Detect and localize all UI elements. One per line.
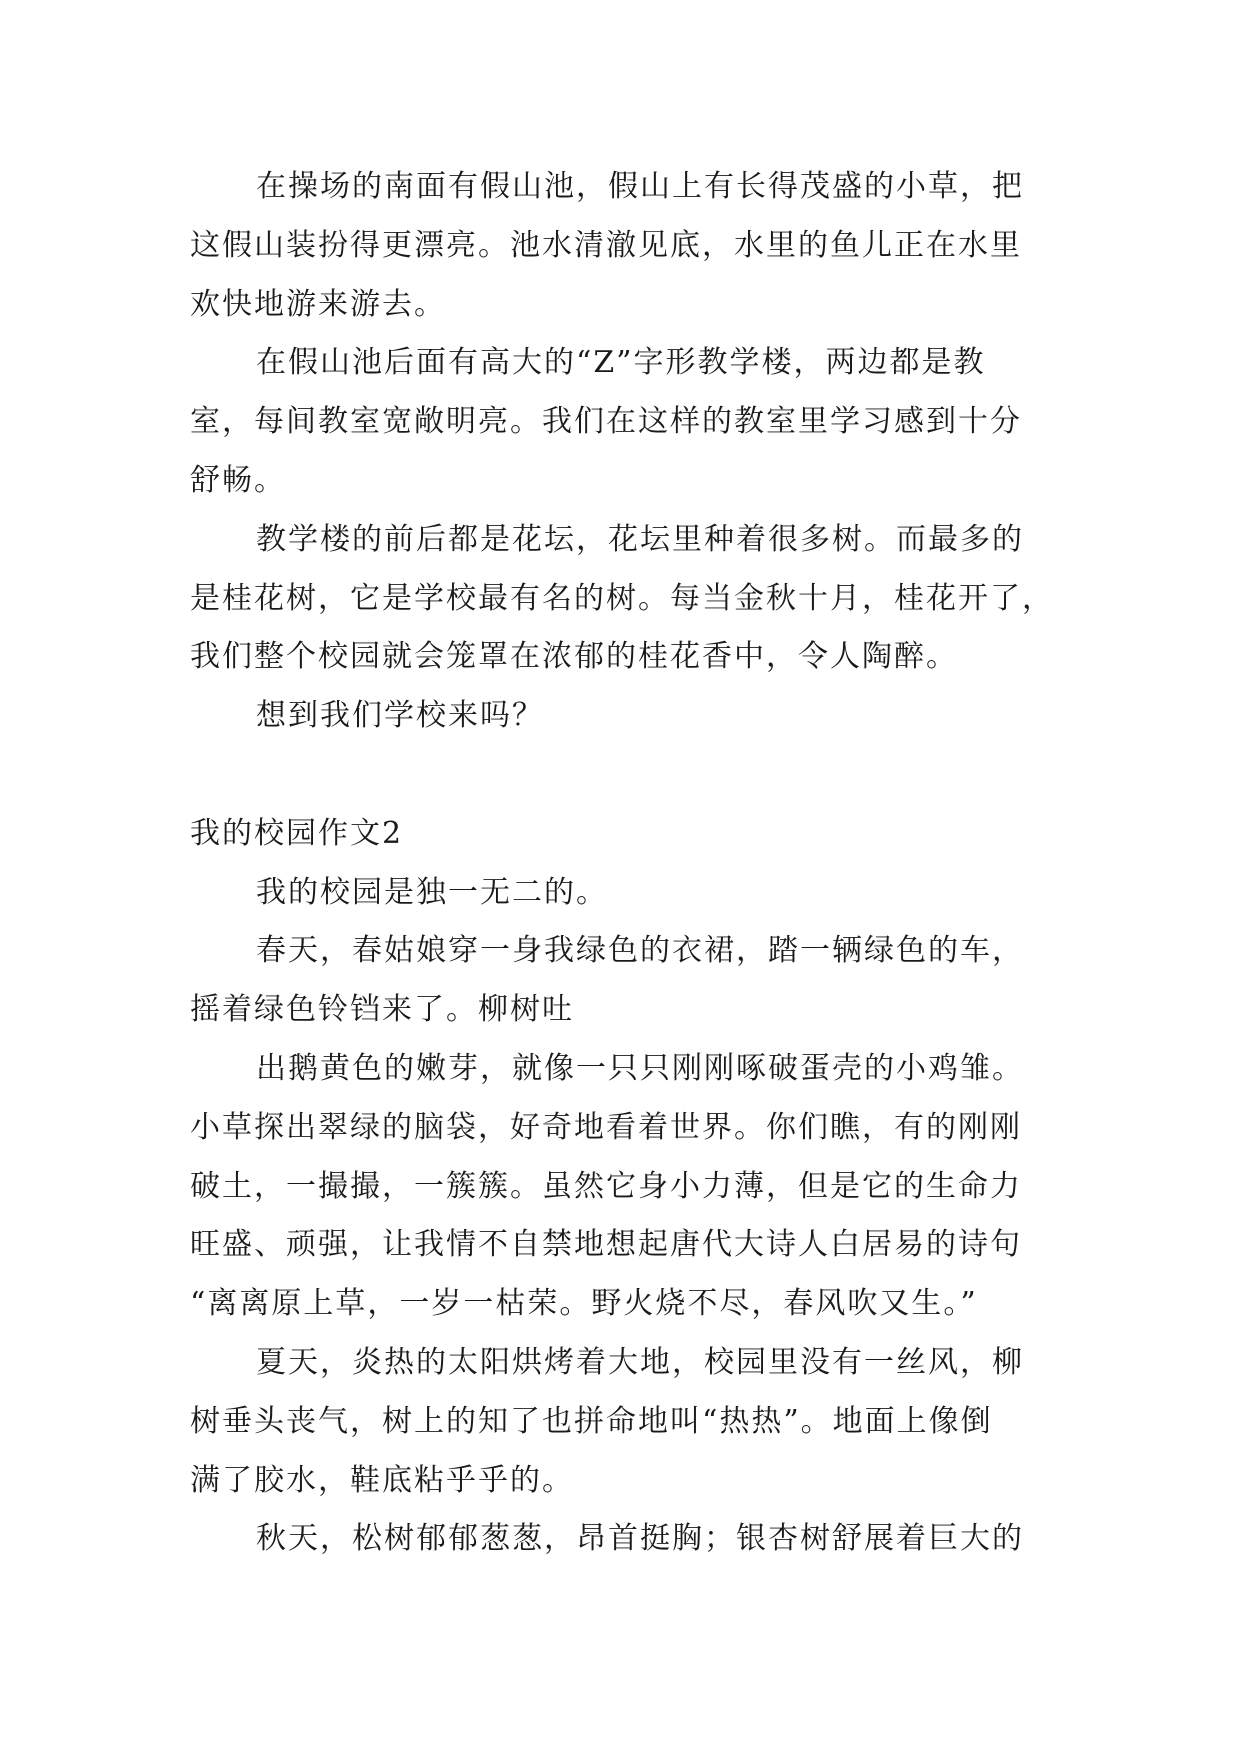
text-line: 摇着绿色铃铛来了。柳树吐	[190, 992, 574, 1028]
text-line: 树垂头丧气，树上的知了也拼命地叫“热热”。地面上像倒	[190, 1403, 993, 1439]
document-body	[190, 158, 1058, 1569]
text-line: 出鹅黄色的嫩芽，就像一只只刚刚啄破蛋壳的小鸡雏。	[256, 1050, 1024, 1086]
text-line: 想到我们学校来吗？	[256, 698, 544, 734]
text-line: 我的校园是独一无二的。	[256, 874, 608, 910]
section-title: 我的校园作文2	[190, 815, 404, 851]
text-line: 在操场的南面有假山池，假山上有长得茂盛的小草，把	[256, 169, 1024, 204]
text-line: “离离原上草，一岁一枯荣。野火烧不尽，春风吹又生。”	[190, 1286, 978, 1322]
text-line: 春天，春姑娘穿一身我绿色的衣裙，踏一辆绿色的车，	[256, 933, 1024, 969]
text-line: 室，每间教室宽敞明亮。我们在这样的教室里学习感到十分	[190, 404, 1022, 440]
section-gap	[190, 746, 1058, 805]
text-line: 欢快地游来游去。	[190, 286, 446, 322]
text-line: 我们整个校园就会笼罩在浓郁的桂花香中，令人陶醉。	[190, 639, 958, 675]
text-line: 这假山装扮得更漂亮。池水清澈见底，水里的鱼儿正在水里	[190, 227, 1022, 263]
text-line: 教学楼的前后都是花坛，花坛里种着很多树。而最多的	[256, 521, 1024, 557]
text-line: 小草探出翠绿的脑袋，好奇地看着世界。你们瞧，有的刚刚	[190, 1109, 1022, 1145]
text-line: 秋天，松树郁郁葱葱，昂首挺胸；银杏树舒展着巨大的	[256, 1521, 1024, 1557]
text-line: 是桂花树，它是学校最有名的树。每当金秋十月，桂花开了，	[190, 580, 1054, 616]
text-line: 满了胶水，鞋底粘乎乎的。	[190, 1462, 574, 1498]
text-line: 舒畅。	[190, 462, 286, 498]
text-line: 夏天，炎热的太阳烘烤着大地，校园里没有一丝风，柳	[256, 1344, 1024, 1380]
text-line: 在假山池后面有高大的“Z”字形教学楼，两边都是教	[256, 345, 986, 381]
text-line: 破土，一撮撮，一簇簇。虽然它身小力薄，但是它的生命力	[190, 1168, 1022, 1204]
text-line: 旺盛、顽强，让我情不自禁地想起唐代大诗人白居易的诗句	[190, 1227, 1022, 1263]
